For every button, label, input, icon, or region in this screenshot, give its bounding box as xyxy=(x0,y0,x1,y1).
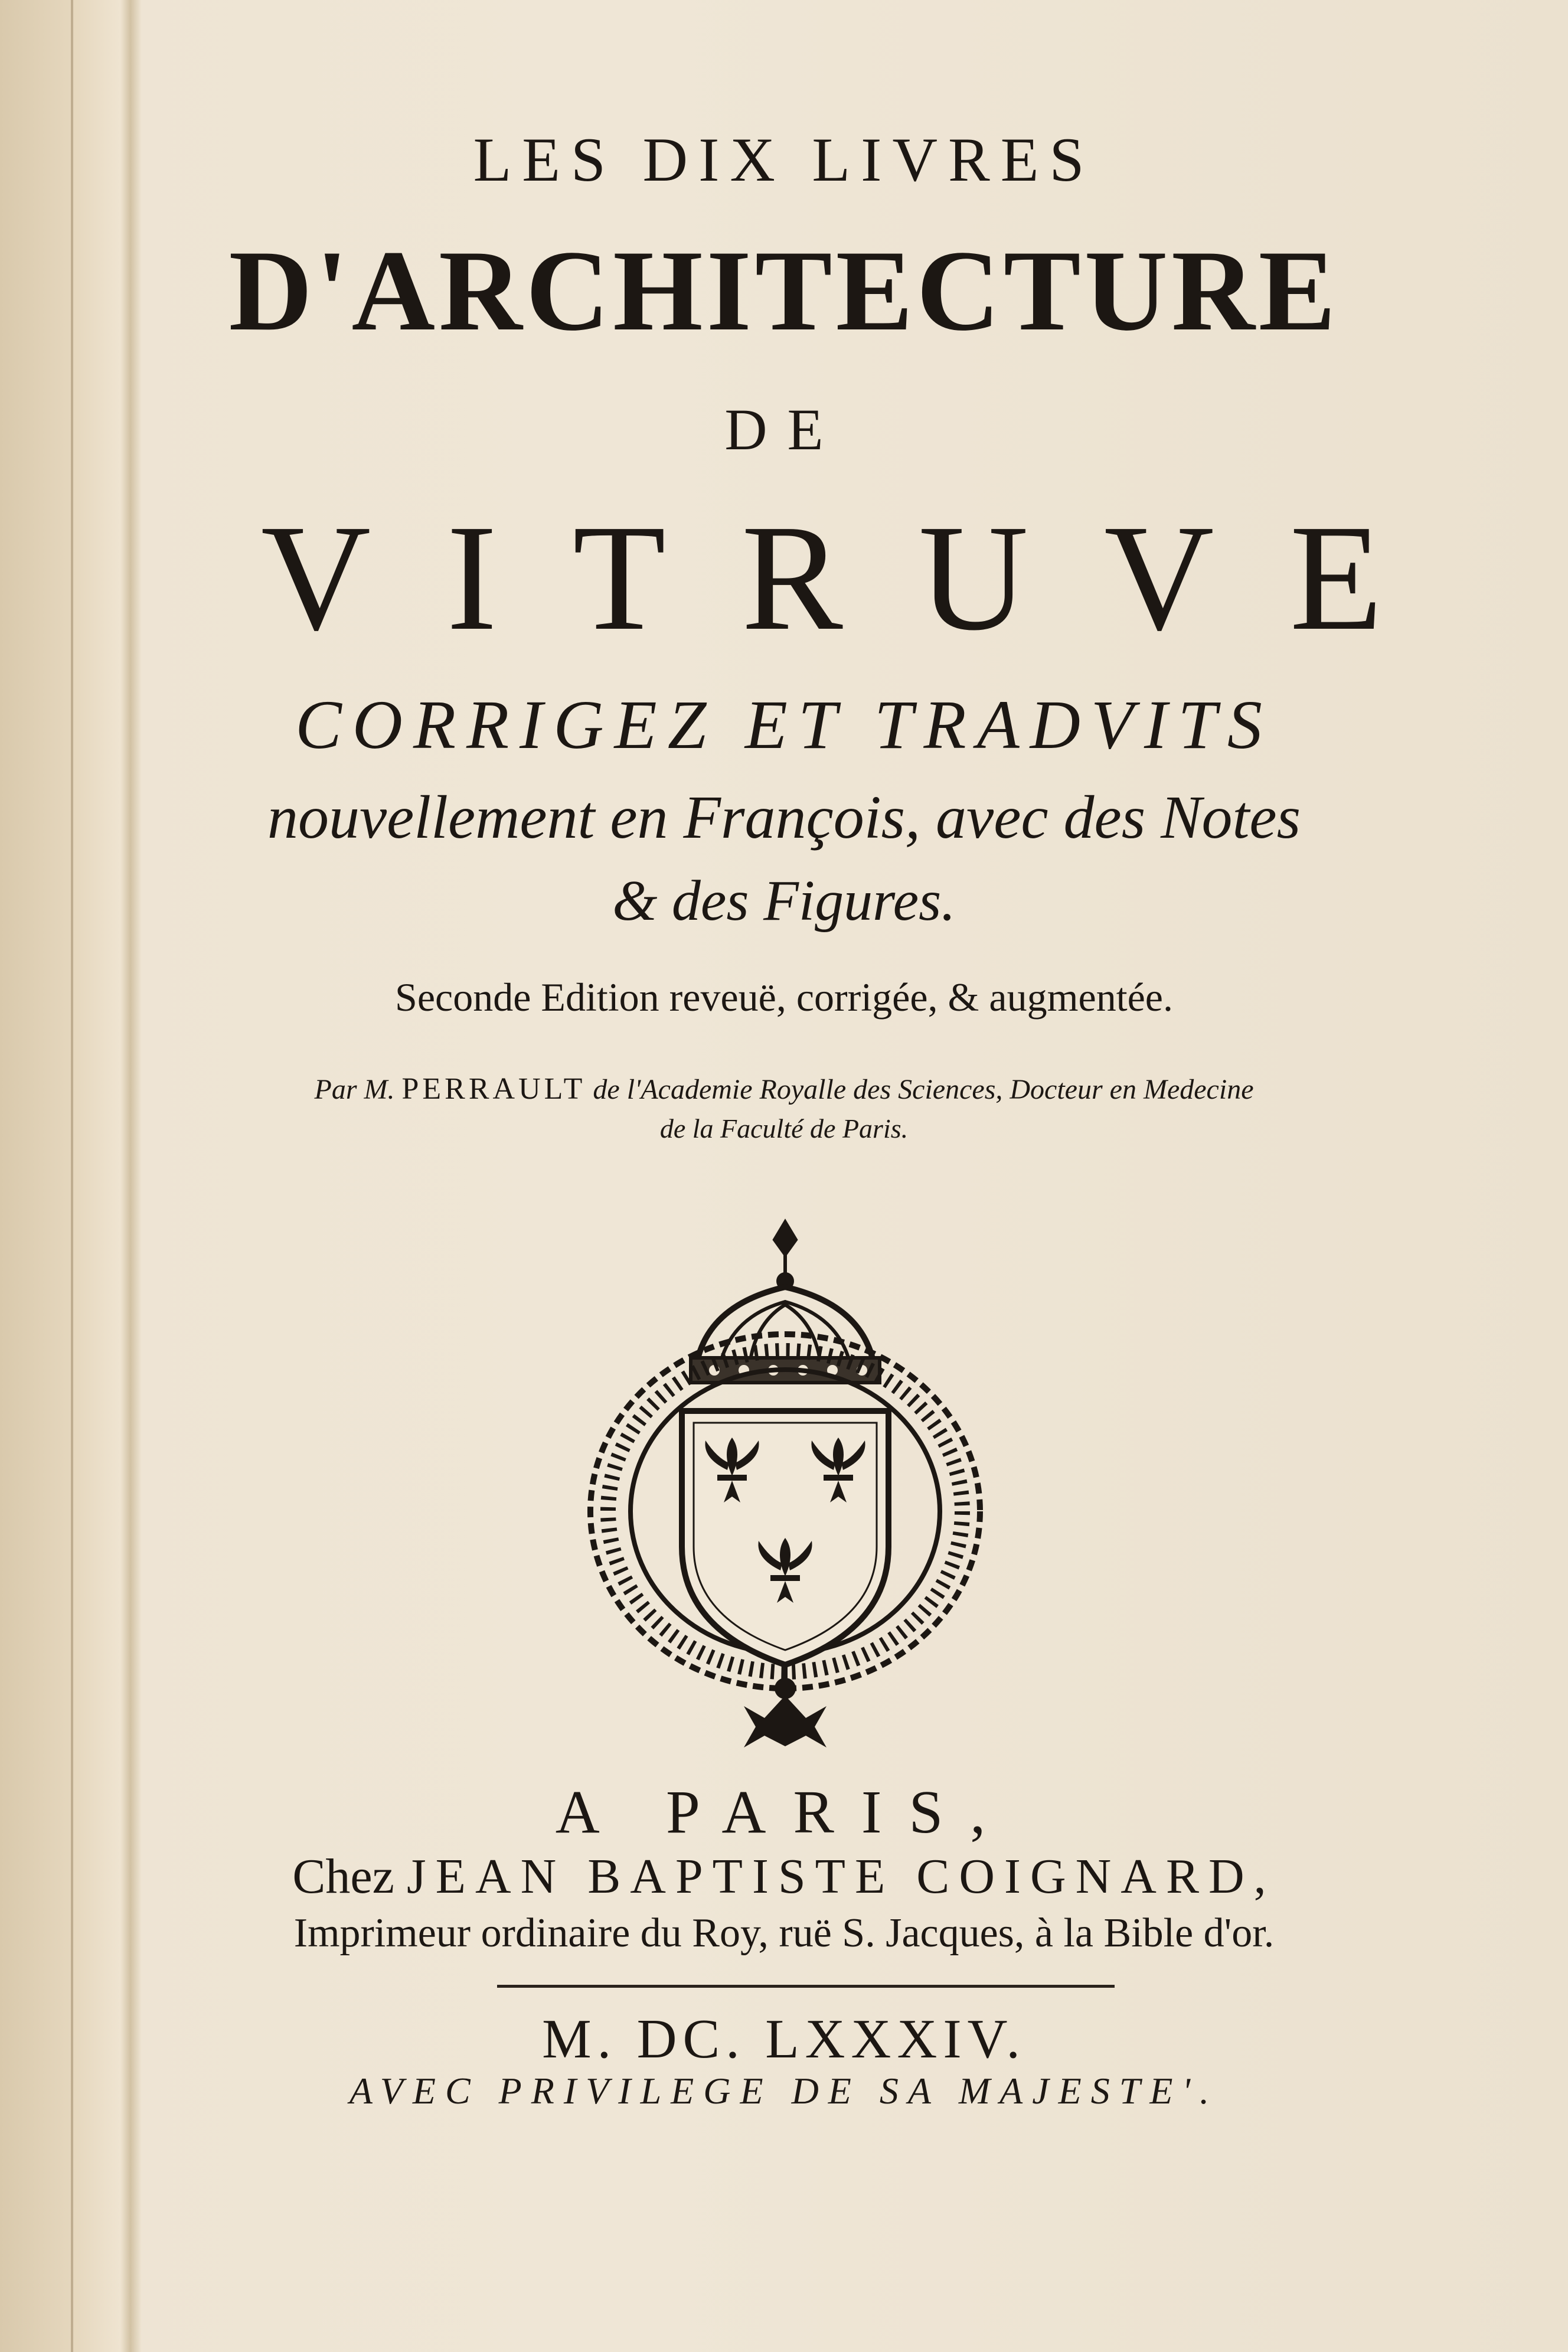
author-statement xyxy=(0,1072,1568,1106)
author-prefix: Par M. xyxy=(314,1074,395,1105)
title-line-3: DE xyxy=(724,397,844,462)
subtitle-line-2: nouvellement en François, avec des Notes xyxy=(267,783,1301,851)
printer-prefix: Chez xyxy=(292,1849,394,1904)
title-line-2: D'ARCHITECTURE xyxy=(228,227,1340,355)
subtitle-line-3: & des Figures. xyxy=(612,869,956,933)
imprint-address: Imprimeur ordinaire du Roy, ruë S. Jacques, à la Bible d'or. xyxy=(293,1910,1275,1956)
author-statement-line-2: de la Faculté de Paris. xyxy=(659,1113,909,1144)
subtitle-line-1: CORRIGEZ ET TRADVITS xyxy=(295,686,1273,763)
title-line-1: LES DIX LIVRES xyxy=(473,125,1095,194)
royal-arms-fleur-de-lis-icon xyxy=(573,1216,998,1747)
edition-statement: Seconde Edition reveuë, corrigée, & augmentée. xyxy=(395,975,1173,1020)
privilege-statement: AVEC PRIVILEGE DE SA MAJESTE'. xyxy=(349,2070,1219,2112)
imprint-year: M. DC. LXXXIV. xyxy=(542,2008,1026,2070)
printer-name: JEAN BAPTISTE COIGNARD, xyxy=(406,1849,1276,1904)
horizontal-rule xyxy=(497,1985,1115,1988)
imprint-printer xyxy=(0,1848,1568,1905)
author-suffix: de l'Academie Royalle des Sciences, Docteur en Medecine xyxy=(593,1074,1254,1105)
imprint-place: A PARIS, xyxy=(555,1778,1013,1846)
author-name: PERRAULT xyxy=(401,1072,586,1106)
title-line-author: VITRUVE xyxy=(260,493,1459,662)
